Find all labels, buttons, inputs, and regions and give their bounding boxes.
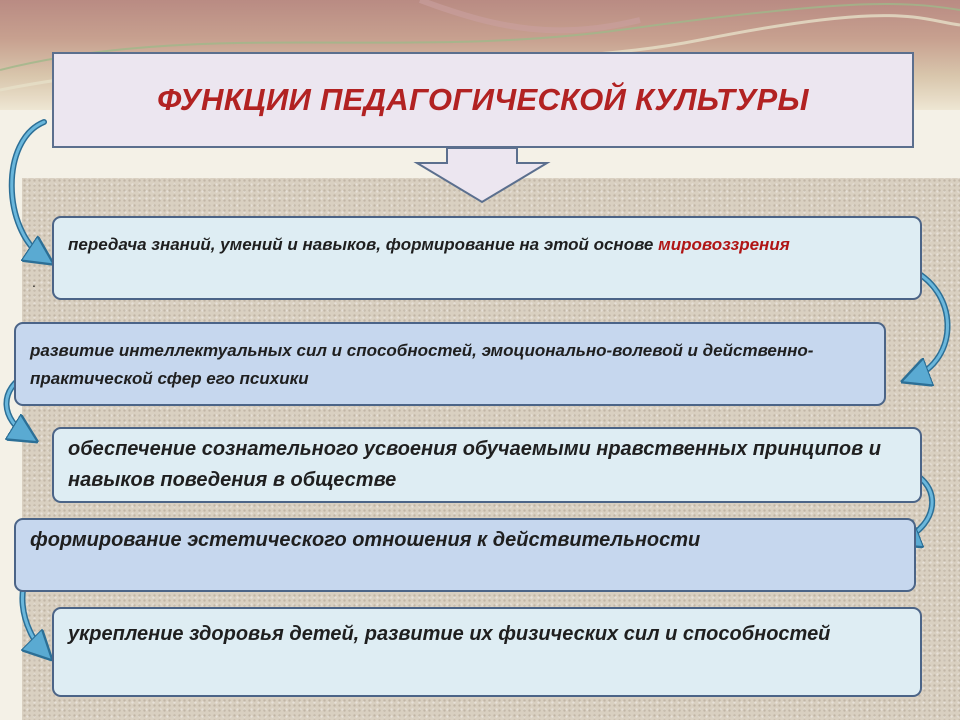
down-arrow-icon: [417, 148, 547, 202]
function-box-5: [52, 607, 922, 697]
function-box-3: [52, 427, 922, 503]
function-text-1: передача знаний, умений и навыков, формирование на этой основе: [68, 235, 659, 254]
title-box: [52, 52, 914, 148]
function-box-1: [52, 216, 922, 300]
function-text-3: обеспечение сознательного усвоения обучаемыми нравственных принципов и навыков поведения в обществе: [68, 438, 881, 491]
function-box-2: [14, 322, 886, 406]
function-box-4: [14, 518, 916, 592]
page-title: ФУНКЦИИ ПЕДАГОГИЧЕСКОЙ КУЛЬТУРЫ: [157, 82, 809, 117]
function-text-4: формирование эстетического отношения к действительности: [30, 529, 701, 551]
function-highlight-1: мировоззрения: [658, 235, 790, 254]
function-text-2: развитие интеллектуальных сил и способностей, эмоционально-волевой и действенно- практической сфер его психики: [30, 341, 814, 388]
function-text-5: укрепление здоровья детей, развитие их физических сил и способностей: [68, 623, 831, 645]
bullet-marker: .: [32, 274, 36, 290]
